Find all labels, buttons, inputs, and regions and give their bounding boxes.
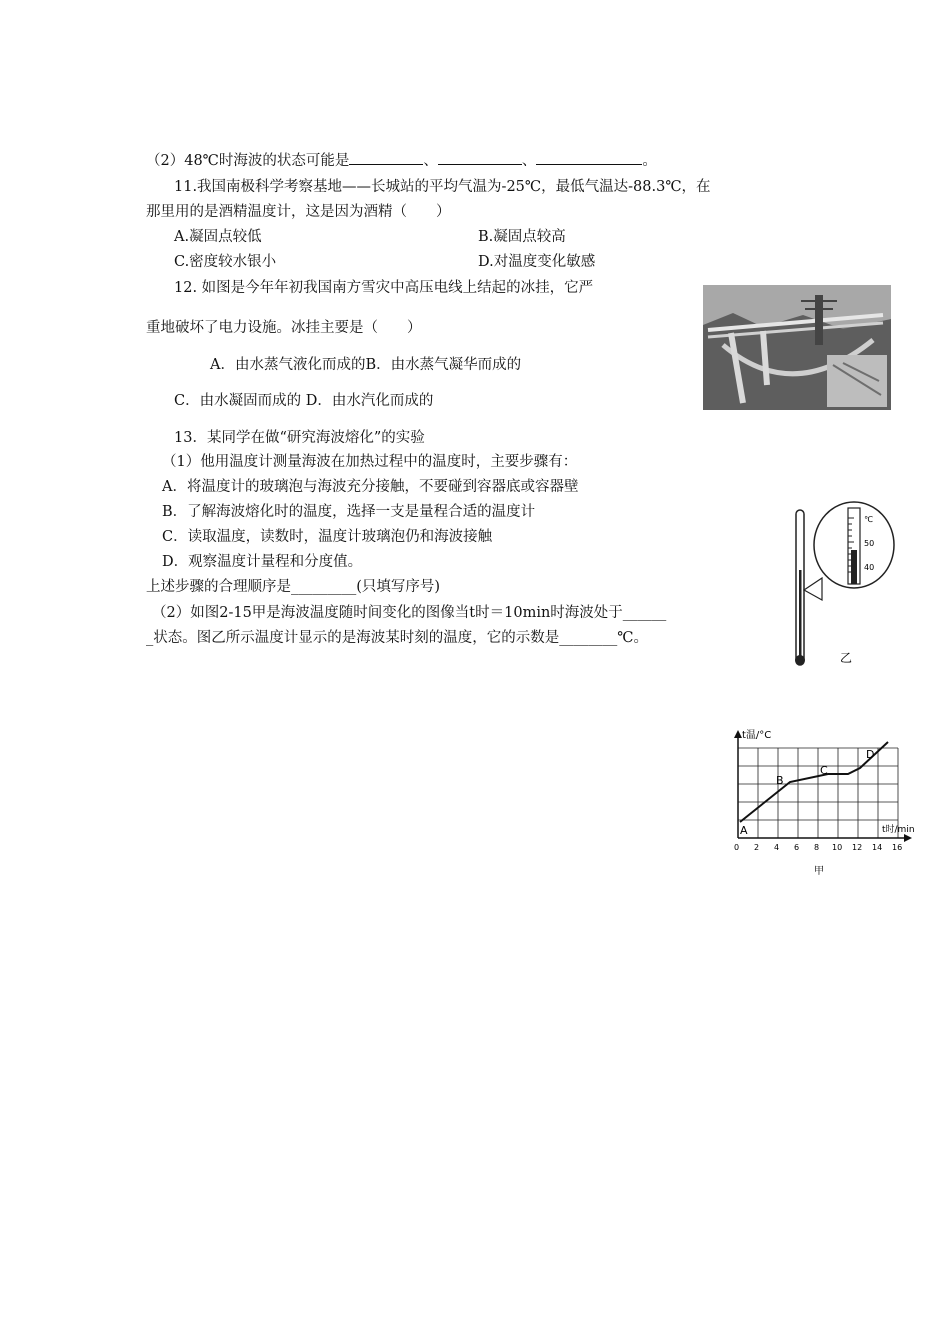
point-label-a: A <box>740 824 748 837</box>
x-tick: 6 <box>794 843 800 852</box>
x-tick: 4 <box>774 843 780 852</box>
answer-blank[interactable] <box>438 150 522 165</box>
period: 。 <box>642 153 657 169</box>
ice-power-line-photo <box>703 285 891 410</box>
q13-step-a: A．将温度计的玻璃泡与海波充分接触，不要碰到容器底或容器壁 <box>162 479 579 495</box>
answer-blank[interactable] <box>536 150 642 165</box>
answer-blank[interactable] <box>349 150 423 165</box>
point-label-c: C <box>820 764 828 777</box>
q11-option-a: A.凝固点较低 <box>174 229 262 245</box>
q12-stem-line2: 重地破坏了电力设施。冰挂主要是（ ） <box>146 320 422 336</box>
x-tick: 2 <box>754 843 760 852</box>
q13-step-d: D．观察温度计量程和分度值。 <box>162 554 363 570</box>
q10-part2-text: （2）48℃时海波的状态可能是 <box>146 153 350 169</box>
q10-part2-line <box>146 150 657 171</box>
thermometer-scale-bottom: 40 <box>864 563 875 572</box>
q12-stem-line1: 12. 如图是今年年初我国南方雪灾中高压电线上结起的冰挂，它严 <box>174 280 594 296</box>
q11-option-b: B.凝固点较高 <box>478 229 566 245</box>
thermometer-scale-top: 50 <box>864 539 875 548</box>
q13-part1: （1）他用温度计测量海波在加热过程中的温度时，主要步骤有： <box>162 454 578 470</box>
q12-options-cd: C．由水凝固而成的 D．由水汽化而成的 <box>174 393 434 409</box>
q11-stem-line2: 那里用的是酒精温度计，这是因为酒精（ ） <box>146 204 451 220</box>
separator: 、 <box>423 153 438 169</box>
thermometer-caption: 乙 <box>840 651 853 665</box>
x-tick: 12 <box>852 843 863 852</box>
q11-stem-line1: 11.我国南极科学考察基地——长城站的平均气温为-25℃，最低气温达-88.3℃，在 <box>174 179 711 195</box>
x-tick: 8 <box>814 843 820 852</box>
graph-y-axis-label: t温/°C <box>742 730 772 741</box>
point-label-d: D <box>866 748 875 761</box>
x-tick: 16 <box>892 843 903 852</box>
q11-option-d: D.对温度变化敏感 <box>478 254 596 270</box>
q13-stem: 13．某同学在做“研究海波熔化”的实验 <box>174 430 425 446</box>
x-tick: 14 <box>872 843 883 852</box>
thermometer-unit: ℃ <box>864 515 873 524</box>
x-tick: 10 <box>832 843 843 852</box>
x-tick: 0 <box>734 843 740 852</box>
q11-option-c: C.密度较水银小 <box>174 254 277 270</box>
thermometer-figure <box>788 500 898 670</box>
q13-part2-line1: （2）如图2-15甲是海波温度随时间变化的图像当t时＝10min时海波处于______ <box>152 605 667 621</box>
q12-options-ab: A．由水蒸气液化而成的B．由水蒸气凝华而成的 <box>210 357 522 373</box>
graph-x-axis-label: t时/min <box>882 825 915 835</box>
q13-order-question: 上述步骤的合理顺序是_________(只填写序号) <box>146 579 441 595</box>
point-label-b: B <box>776 774 784 787</box>
melting-graph-figure <box>728 722 924 882</box>
q13-step-c: C．读取温度，读数时，温度计玻璃泡仍和海波接触 <box>162 529 493 545</box>
q13-part2-line2: _状态。图乙所示温度计显示的是海波某时刻的温度，它的示数是________℃。 <box>146 630 648 646</box>
separator: 、 <box>521 153 537 169</box>
q13-step-b: B．了解海波熔化时的温度，选择一支是量程合适的温度计 <box>162 504 536 520</box>
graph-caption: 甲 <box>814 866 824 877</box>
